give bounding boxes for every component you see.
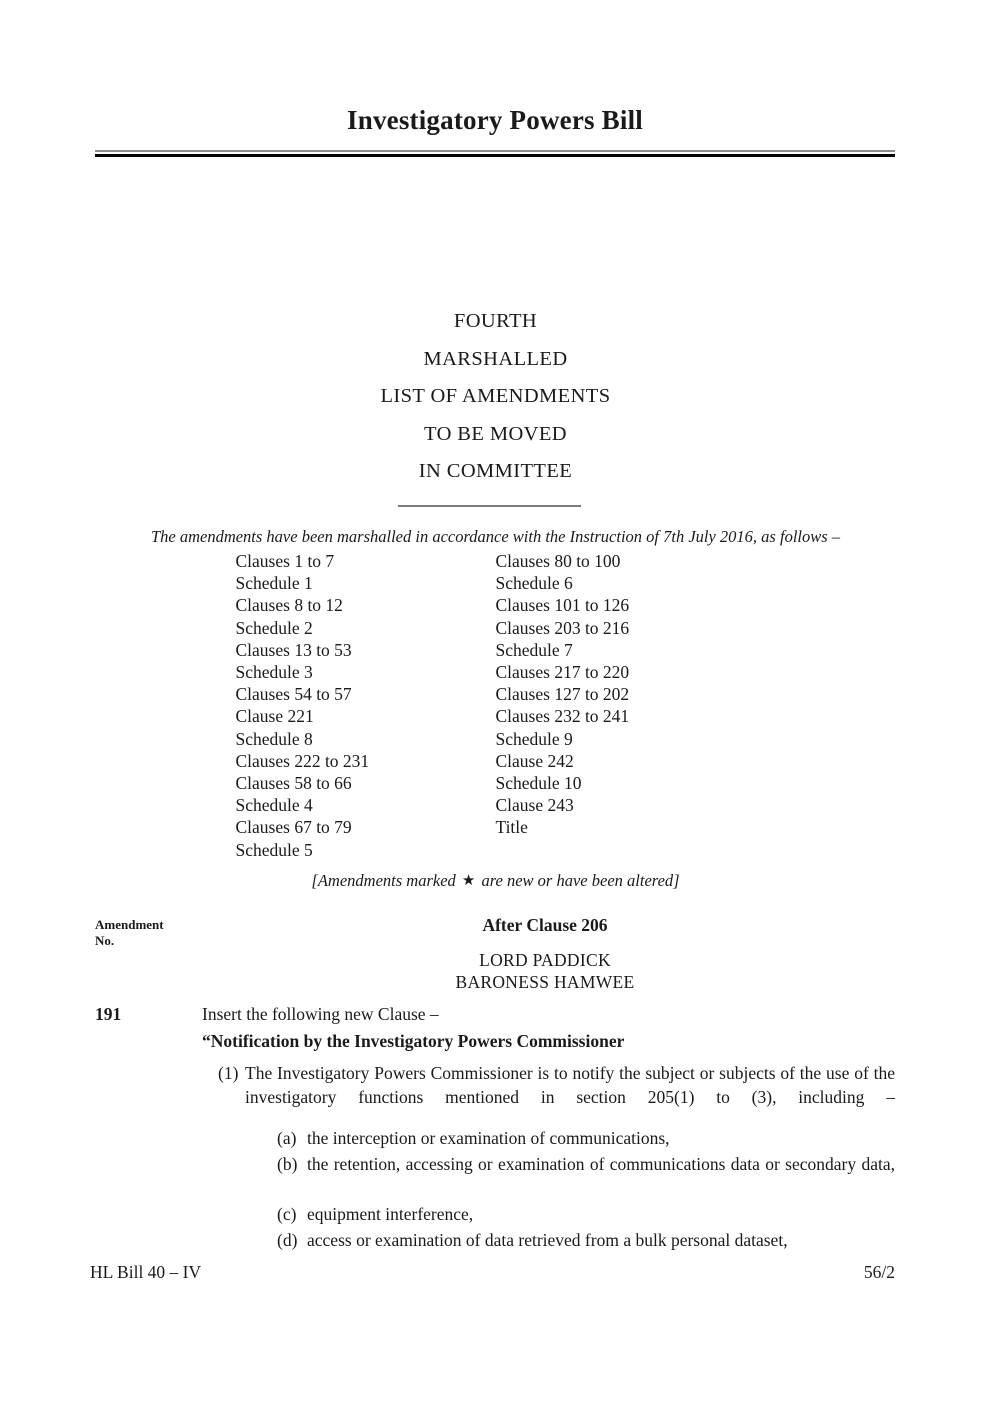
star-icon: ★	[461, 873, 476, 889]
list-item	[277, 1229, 895, 1253]
list-item: Schedule 9	[495, 728, 573, 749]
new-amendment-note	[0, 871, 991, 891]
clause-sub-items	[277, 1127, 895, 1255]
list-item: Schedule 10	[495, 773, 582, 794]
list-item	[277, 1203, 895, 1227]
document-heading-stack	[0, 303, 991, 491]
amendment-number: 191	[95, 1004, 122, 1024]
sub-item-text: the interception or examination of communications,	[307, 1128, 670, 1148]
list-item: Clauses 8 to 12	[235, 595, 343, 616]
masthead-rule-thin	[95, 150, 895, 152]
sub-item-marker: (c)	[277, 1203, 297, 1224]
list-item: Clauses 67 to 79	[235, 817, 352, 838]
masthead	[95, 106, 895, 157]
list-item: Clauses 222 to 231	[235, 750, 370, 771]
list-item: Clauses 1 to 7	[235, 551, 335, 571]
heading-line-3: LIST OF AMENDMENTS	[380, 385, 611, 407]
sub-item-marker: (d)	[277, 1229, 298, 1250]
star-note-suffix: are new or have been altered]	[481, 871, 680, 890]
list-item: Schedule 2	[235, 617, 313, 638]
sub-item-text: the retention, accessing or examination of communications data or secondary data,	[307, 1154, 895, 1174]
heading-line-2: MARSHALLED	[423, 347, 568, 370]
clause-list-left-column	[236, 550, 496, 861]
amendment-label-line-2: No.	[95, 933, 115, 948]
clause-list-right-column	[496, 550, 756, 861]
section-divider	[398, 505, 581, 507]
amendment-number-column-label	[95, 917, 195, 949]
list-item: Clauses 13 to 53	[235, 639, 352, 660]
list-item: Clauses 101 to 126	[495, 595, 630, 616]
footer-bill-reference: HL Bill 40 – IV	[90, 1262, 202, 1282]
list-item: Schedule 5	[235, 839, 313, 860]
page-title: Investigatory Powers Bill	[347, 105, 643, 135]
paragraph-marker: (1)	[218, 1063, 239, 1083]
list-item: Schedule 3	[235, 662, 313, 683]
footer-page-number: 56/2	[863, 1262, 895, 1282]
clause-order-list	[0, 550, 991, 861]
paragraph-text: The Investigatory Powers Commissioner is to notify the subject or subjects of the use of the investigatory functions mentioned in section 205(1) to (3), including –	[245, 1063, 895, 1107]
list-item: Schedule 7	[495, 639, 573, 660]
sub-item-text: access or examination of data retrieved from a bulk personal dataset,	[307, 1229, 788, 1250]
sub-item-marker: (a)	[277, 1128, 297, 1148]
sponsor-name: BARONESS HAMWEE	[455, 971, 635, 992]
list-item: Schedule 8	[235, 728, 313, 749]
star-note-prefix: [Amendments marked	[311, 871, 456, 890]
amendment-label-line-1: Amendment	[95, 917, 164, 932]
list-item: Clause 243	[495, 795, 574, 816]
heading-line-4: TO BE MOVED	[424, 422, 567, 445]
sub-item-marker: (b)	[277, 1154, 298, 1174]
list-item: Clauses 203 to 216	[495, 617, 630, 638]
list-item: Clauses 54 to 57	[235, 684, 352, 705]
list-item: Clauses 232 to 241	[495, 706, 630, 727]
list-item: Clauses 127 to 202	[495, 684, 630, 705]
list-item: Clauses 217 to 220	[495, 662, 630, 683]
list-item: Title	[495, 817, 528, 838]
masthead-double-rule	[95, 150, 895, 157]
list-item: Clause 242	[495, 750, 574, 771]
heading-line-5: IN COMMITTEE	[418, 460, 573, 482]
list-item: Clauses 58 to 66	[235, 773, 352, 794]
clause-paragraph-1	[218, 1062, 895, 1133]
list-item: Schedule 6	[495, 573, 573, 594]
list-item	[277, 1127, 895, 1151]
page-footer	[90, 1262, 895, 1283]
masthead-rule-thick	[95, 154, 895, 157]
marshalling-instruction: The amendments have been marshalled in accordance with the Instruction of 7th July 2016, as follows –	[150, 527, 841, 546]
heading-line-1: FOURTH	[453, 310, 538, 332]
new-clause-title: “Notification by the Investigatory Powers Commissioner	[202, 1031, 625, 1051]
list-item: Clauses 80 to 100	[495, 551, 621, 571]
list-item: Schedule 4	[235, 795, 313, 816]
amendment-instruction-line: Insert the following new Clause –	[202, 1004, 439, 1024]
sponsor-name: LORD PADDICK	[479, 950, 611, 970]
amendment-sponsors	[195, 950, 895, 993]
list-item: Clause 221	[235, 706, 314, 727]
list-item: Schedule 1	[235, 573, 313, 594]
amendment-target-heading: After Clause 206	[482, 915, 608, 935]
sub-item-text: equipment interference,	[307, 1203, 474, 1224]
list-item	[277, 1153, 895, 1200]
